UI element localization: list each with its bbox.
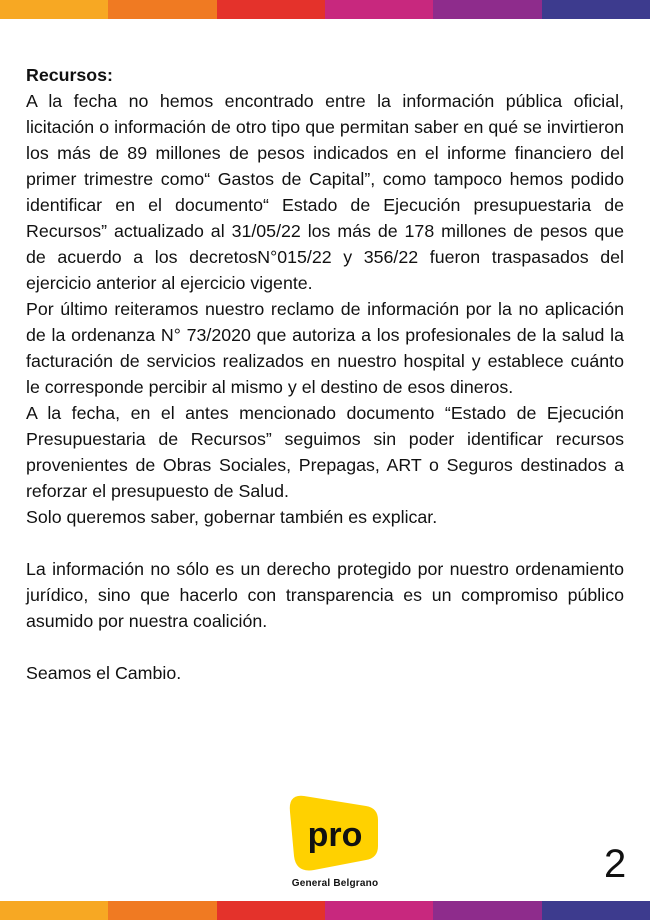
document-body (26, 62, 624, 686)
stripe-segment (542, 0, 650, 19)
stripe-segment (542, 901, 650, 920)
paragraph-ordinance: Por último reiteramos nuestro reclamo de información por la no aplicación de la ordenanza N° 73/2020 que autoriza a los profesionales de la salud la facturación de servicios realizados en nuestro hospital y establece cuánto le corresponde percibir al mismo y el destino de esos dineros. (26, 299, 624, 397)
stripe-segment (0, 901, 108, 920)
stripe-segment (217, 901, 325, 920)
paragraph-slogan: Solo queremos saber, gobernar también es explicar. (26, 507, 438, 527)
pro-logo-text: pro (307, 816, 363, 854)
logo-subtitle: General Belgrano (291, 878, 379, 889)
stripe-segment (108, 0, 216, 19)
section-heading: Recursos: (26, 65, 113, 85)
paragraph-closing: Seamos el Cambio. (26, 663, 182, 683)
bottom-color-stripe (0, 901, 650, 920)
stripe-segment (433, 0, 541, 19)
paragraph-capital-expenses: A la fecha no hemos encontrado entre la información pública oficial, licitación o información de otro tipo que permitan saber en qué se invirtieron los más de 89 millones de pesos indicados en el informe financiero del primer trimestre como“ Gastos de Capital”, como tampoco hemos podido identificar en el documento“ Estado de Ejecución presupuestaria de Recursos” actualizado al 31/05/22 los más de 178 millones de pesos que de acuerdo a los decretosN°015/22 y 356/22 fueron traspasados del ejercicio anterior al ejercicio vigente. (26, 91, 624, 293)
stripe-segment (108, 901, 216, 920)
stripe-segment (325, 901, 433, 920)
stripe-segment (217, 0, 325, 19)
top-color-stripe (0, 0, 650, 19)
paragraph-health-resources: A la fecha, en el antes mencionado documento “Estado de Ejecución Presupuestaria de Recursos” seguimos sin poder identificar recursos provenientes de Obras Sociales, Prepagas, ART o Seguros destinados a reforzar el presupuesto de Salud. (26, 403, 624, 501)
paragraph-transparency: La información no sólo es un derecho protegido por nuestro ordenamiento jurídico, sino que hacerlo con transparencia es un compromiso público asumido por nuestra coalición. (26, 559, 624, 631)
stripe-segment (433, 901, 541, 920)
stripe-segment (0, 0, 108, 19)
stripe-segment (325, 0, 433, 19)
page-number: 2 (604, 842, 627, 886)
pro-logo-icon (280, 790, 390, 876)
pro-logo (280, 790, 390, 894)
